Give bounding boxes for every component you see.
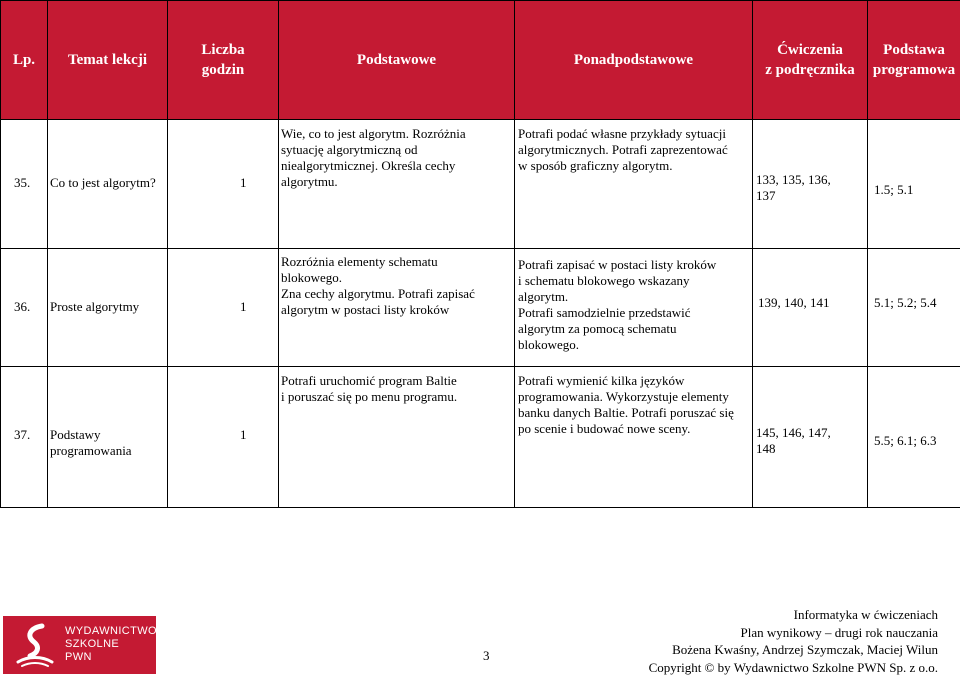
table-row xyxy=(1,120,960,249)
row-temat: Podstawy programowania xyxy=(48,367,168,508)
row-lp: 36. xyxy=(1,249,48,367)
row-godziny: 1 xyxy=(168,120,279,249)
row-temat: Proste algorytmy xyxy=(48,249,168,367)
row-cwiczenia: 139, 140, 141 xyxy=(753,249,868,367)
row-podstawowe: Wie, co to jest algorytm. Rozróżnia sytuację algorytmiczną od niealgorytmicznej. Określa cechy algorytmu. xyxy=(279,120,515,249)
row-godziny: 1 xyxy=(168,249,279,367)
row-podstawowe: Rozróżnia elementy schematu blokowego. Zna cechy algorytmu. Potrafi zapisać algorytm w postaci listy kroków xyxy=(279,249,515,367)
header-lp: Lp. xyxy=(1,1,48,120)
header-podstawa: Podstawa programowa xyxy=(868,1,960,120)
row-ponadpodstawowe: Potrafi wymienić kilka języków programowania. Wykorzystuje elementy banku danych Baltie. Potrafi poruszać się po scenie i budować nowe sceny. xyxy=(515,367,753,508)
row-lp: 37. xyxy=(1,367,48,508)
header-podstawowe: Podstawowe xyxy=(279,1,515,120)
publisher-logo xyxy=(3,616,156,674)
header-cwiczenia: Ćwiczenia z podręcznika xyxy=(753,1,868,120)
row-podstawowe: Potrafi uruchomić program Baltie i poruszać się po menu programu. xyxy=(279,367,515,508)
header-ponadpodstawowe: Ponadpodstawowe xyxy=(515,1,753,120)
row-cwiczenia: 133, 135, 136, 137 xyxy=(753,120,868,249)
row-ponadpodstawowe: Potrafi podać własne przykłady sytuacji algorytmicznych. Potrafi zaprezentować w sposób graficzny algorytm. xyxy=(515,120,753,249)
row-lp: 35. xyxy=(1,120,48,249)
row-temat: Co to jest algorytm? xyxy=(48,120,168,249)
row-podstawa: 1.5; 5.1 xyxy=(868,120,960,249)
footer-info: Informatyka w ćwiczeniach Plan wynikowy – drugi rok nauczania Bożena Kwaśny, Andrzej Szymczak, Maciej Wilun Copyright © by Wydawnictwo Szkolne PWN Sp. z o.o. xyxy=(648,607,938,675)
table-row xyxy=(1,249,960,367)
table-header-row xyxy=(1,1,960,120)
page-number: 3 xyxy=(483,648,490,663)
row-podstawa: 5.1; 5.2; 5.4 xyxy=(868,249,960,367)
header-liczba-godzin: Liczba godzin xyxy=(168,1,279,120)
header-temat: Temat lekcji xyxy=(48,1,168,120)
table-row xyxy=(1,367,960,508)
logo-text: WYDAWNICTWO SZKOLNE PWN xyxy=(65,625,157,663)
row-podstawa: 5.5; 6.1; 6.3 xyxy=(868,367,960,508)
row-godziny: 1 xyxy=(168,367,279,508)
pwn-emblem-icon xyxy=(12,622,58,668)
row-ponadpodstawowe: Potrafi zapisać w postaci listy kroków i schematu blokowego wskazany algorytm. Potrafi samodzielnie przedstawić algorytm za pomocą schematu blokowego. xyxy=(515,249,753,367)
row-cwiczenia: 145, 146, 147, 148 xyxy=(753,367,868,508)
